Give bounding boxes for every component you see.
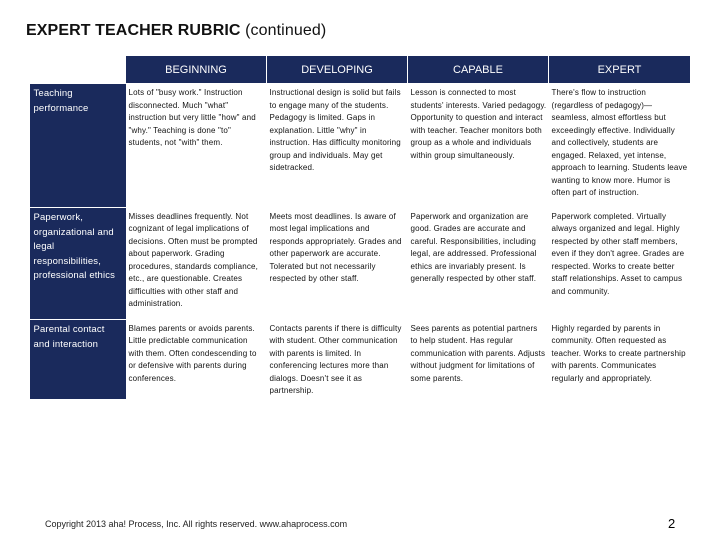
row-header-teaching-performance: Teaching performance	[30, 84, 126, 208]
header-corner	[30, 56, 126, 84]
cell-teaching-capable: Lesson is connected to most students' interests. Varied pedagogy. Opportunity to question and interact with teacher. Teacher monitors both group as a whole and individuals within group simultaneously.	[410, 88, 547, 160]
cell-paperwork-expert: Paperwork completed. Virtually always organized and legal. Highly respected by other staff members, even if they don't agree. Grades are respected. Works to create better staff relationships. Asset to campus and community.	[551, 211, 685, 296]
cell-parental-capable: Sees parents as potential partners to help student. Has regular communication with parents. Adjusts without judgment for limitations of some parents.	[410, 323, 546, 383]
page-number: 2	[668, 516, 676, 531]
header-row	[30, 56, 691, 84]
table-row	[30, 208, 691, 320]
column-header-developing: DEVELOPING	[267, 56, 408, 84]
cell-parental-expert: Highly regarded by parents in community. Often requested as teacher. Works to create partnership with parents. Communicates regularly and appropriately.	[551, 323, 686, 383]
column-header-capable: CAPABLE	[408, 56, 549, 84]
table-row	[30, 320, 691, 400]
cell-teaching-expert: There's flow to instruction (regardless of pedagogy)—seamless, almost effortless but exceedingly effective. Individually and collectively, students are engaged. Relaxed, yet intense, approach to learning. Students leave wanting to know more. Humor is often part of instruction.	[551, 88, 688, 197]
cell-teaching-beginning: Lots of "busy work." Instruction disconnected. Much "what" instruction but very little "how" and "why." Teaching is done "to" students, not "with" them.	[128, 88, 256, 147]
cell-teaching-developing: Instructional design is solid but fails to engage many of the students. Pedagogy is limited. Gaps in explanation. Little "why" in instruction. Has difficulty monitoring group and individuals. May get sidetracked.	[269, 88, 401, 172]
column-header-expert: EXPERT	[549, 56, 691, 84]
copyright-footer: Copyright 2013 aha! Process, Inc. All rights reserved. www.ahaprocess.com	[45, 519, 348, 529]
rubric-table	[29, 55, 691, 400]
table-row	[30, 84, 691, 208]
page-title	[26, 22, 326, 40]
cell-paperwork-beginning: Misses deadlines frequently. Not cognizant of legal implications of decisions. Often must be prompted about paperwork. Grading procedures, standards compliance, etc., are questionable. Creates difficulties with other staff and administration.	[128, 211, 258, 308]
cell-paperwork-capable: Paperwork and organization are good. Grades are accurate and careful. Responsibilities, including legal, are addressed. Professional ethics are invariably present. Is generally respected by other staff.	[410, 211, 537, 283]
page-title-suffix: (continued)	[240, 22, 327, 39]
row-header-paperwork: Paperwork, organizational and legal responsibilities, professional ethics	[30, 208, 126, 320]
column-header-beginning: BEGINNING	[126, 56, 267, 84]
cell-parental-beginning: Blames parents or avoids parents. Little predictable communication with them. Often condescending to or defensive with parents during conferences.	[128, 323, 257, 383]
cell-paperwork-developing: Meets most deadlines. Is aware of most legal implications and responds appropriately. Grades and other paperwork are accurate. Tolerated but not necessarily respected by other staff.	[269, 211, 402, 283]
page-title-main: EXPERT TEACHER RUBRIC	[26, 22, 241, 39]
row-header-parental-contact: Parental contact and interaction	[30, 320, 126, 400]
cell-parental-developing: Contacts parents if there is difficulty with student. Other communication with parents is limited. In conferencing lectures more than dialogs. Doesn't see it as partnership.	[269, 323, 402, 395]
